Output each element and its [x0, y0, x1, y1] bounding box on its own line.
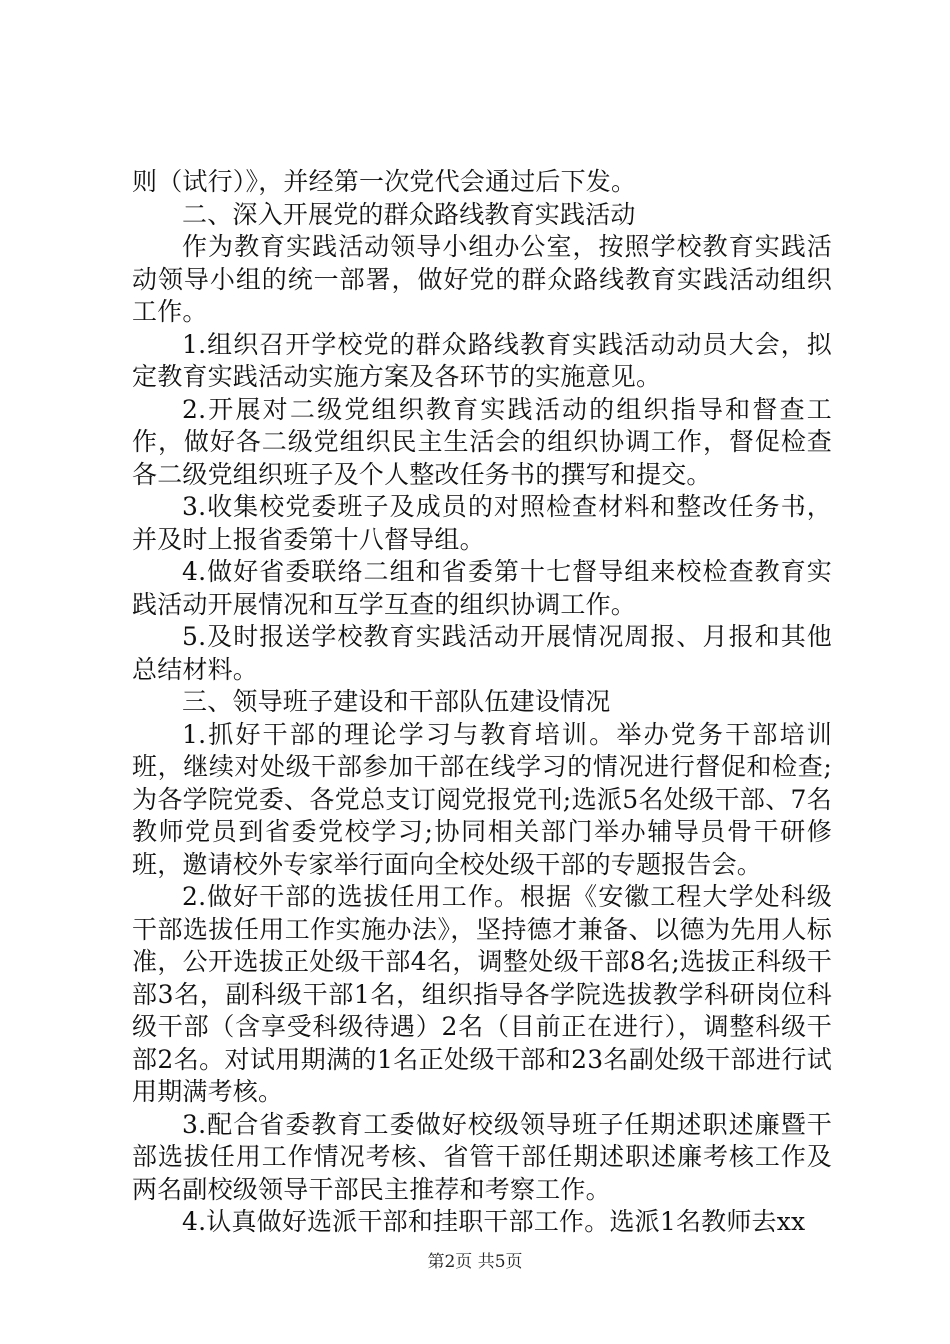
paragraph: 2.做好干部的选拔任用工作。根据《安徽工程大学处科级干部选拔任用工作实施办法》，坚持德才兼备、以德为先用人标准，公开选拔正处级干部4名，调整处级干部8名;选拔正科级干部3名，副科级干部1名，组织指导各学院选拔教学科研岗位科级干部（含享受科级待遇）2名（目前正在进行），调整科级干部2名。对试用期满的1名正处级干部和23名副处级干部进行试用期满考核。 — [132, 882, 832, 1106]
document-body — [132, 166, 832, 1239]
paragraph: 1.抓好干部的理论学习与教育培训。举办党务干部培训班，继续对处级干部参加干部在线学习的情况进行督促和检查;为各学院党委、各党总支订阅党报党刊;选派5名处级干部、7名教师党员到省委党校学习;协同相关部门举办辅导员骨干研修班，邀请校外专家举行面向全校处级干部的专题报告会。 — [132, 719, 832, 879]
paragraph: 3.收集校党委班子及成员的对照检查材料和整改任务书，并及时上报省委第十八督导组。 — [132, 492, 832, 554]
section-heading-2: 二、深入开展党的群众路线教育实践活动 — [182, 199, 636, 229]
paragraph: 1.组织召开学校党的群众路线教育实践活动动员大会，拟定教育实践活动实施方案及各环节的实施意见。 — [132, 329, 832, 391]
paragraph: 4.做好省委联络二组和省委第十七督导组来校检查教育实践活动开展情况和互学互查的组织协调工作。 — [132, 557, 832, 619]
paragraph: 2.开展对二级党组织教育实践活动的组织指导和督查工作，做好各二级党组织民主生活会的组织协调工作，督促检查各二级党组织班子及个人整改任务书的撰写和提交。 — [132, 394, 832, 489]
section-heading-3: 三、领导班子建设和干部队伍建设情况 — [182, 687, 611, 716]
paragraph: 3.配合省委教育工委做好校级领导班子任期述职述廉暨干部选拔任用工作情况考核、省管干部任期述职述廉考核工作及两名副校级领导干部民主推荐和考察工作。 — [132, 1109, 832, 1204]
paragraph-continuation: 则（试行）》，并经第一次党代会通过后下发。 — [132, 167, 637, 196]
paragraph: 5.及时报送学校教育实践活动开展情况周报、月报和其他总结材料。 — [132, 622, 832, 684]
paragraph: 作为教育实践活动领导小组办公室，按照学校教育实践活动领导小组的统一部署，做好党的群众路线教育实践活动组织工作。 — [132, 232, 832, 326]
page-number-footer: 第2页 共5页 — [427, 1252, 523, 1272]
paragraph: 4.认真做好选派干部和挂职干部工作。选派1名教师去xx — [182, 1207, 806, 1236]
